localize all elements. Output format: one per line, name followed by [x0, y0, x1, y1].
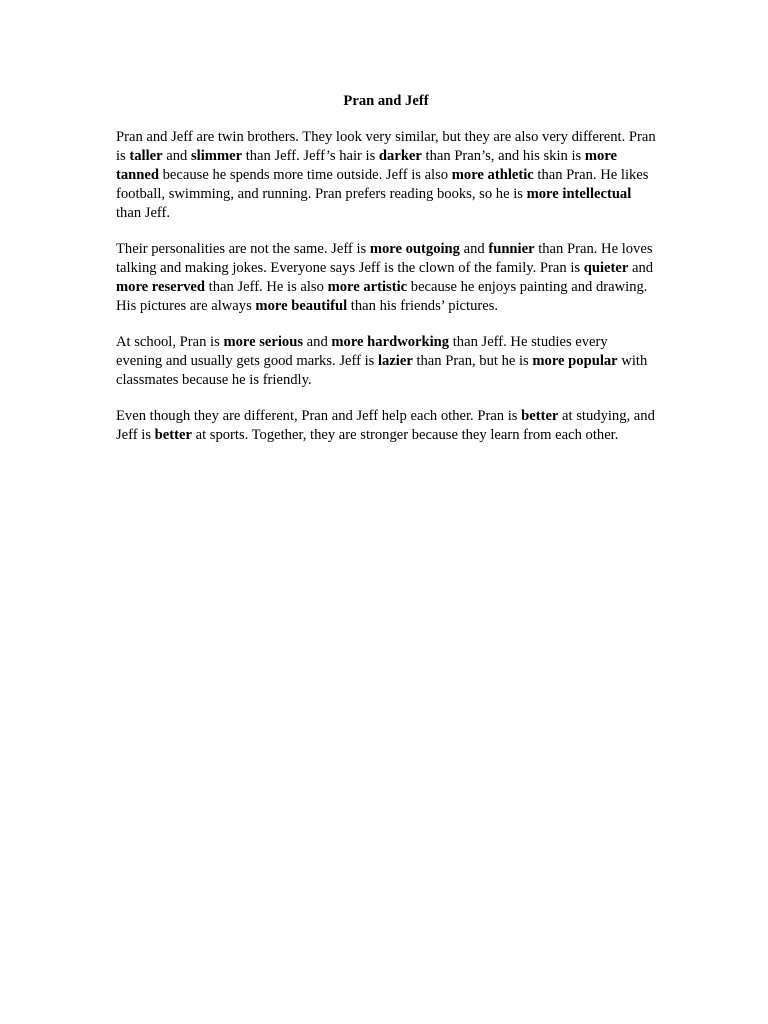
- bold-phrase: more serious: [223, 334, 304, 350]
- text-run: than Jeff. He is also: [205, 279, 328, 295]
- bold-phrase: better: [154, 427, 192, 443]
- bold-phrase: quieter: [583, 260, 629, 276]
- bold-phrase: slimmer: [191, 148, 243, 164]
- text-run: than Jeff. Jeff’s hair is: [242, 148, 379, 164]
- bold-phrase: more tanned: [116, 148, 618, 183]
- text-run: At school, Pran is: [116, 334, 224, 350]
- text-run: than Pran’s, and his skin is: [421, 148, 585, 164]
- document-body: [116, 128, 656, 445]
- bold-phrase: lazier: [377, 353, 413, 369]
- bold-phrase: more reserved: [116, 279, 206, 295]
- paragraph: [116, 128, 656, 223]
- bold-phrase: more athletic: [451, 167, 534, 183]
- bold-phrase: more outgoing: [369, 241, 460, 257]
- paragraph: [116, 407, 656, 445]
- text-run: with classmates because he is friendly.: [116, 353, 648, 388]
- bold-phrase: more popular: [532, 353, 618, 369]
- text-run: because he spends more time outside. Jeff is also: [158, 167, 452, 183]
- text-run: and: [628, 260, 654, 276]
- bold-phrase: darker: [378, 148, 422, 164]
- text-run: than his friends’ pictures.: [347, 298, 499, 314]
- paragraph: [116, 240, 656, 316]
- text-run: Even though they are different, Pran and Jeff help each other. Pran is: [116, 408, 522, 424]
- bold-phrase: better: [521, 408, 559, 424]
- text-run: at sports. Together, they are stronger because they learn from each other.: [191, 427, 619, 443]
- bold-phrase: taller: [129, 148, 163, 164]
- text-run: than Jeff. He studies every evening and usually gets good marks. Jeff is: [116, 334, 608, 369]
- paragraph: [116, 333, 656, 390]
- text-run: and: [162, 148, 191, 164]
- bold-phrase: more hardworking: [331, 334, 450, 350]
- text-run: than Pran. He loves talking and making jokes. Everyone says Jeff is the clown of the family. Pran is: [116, 241, 653, 276]
- document-title: Pran and Jeff: [343, 93, 429, 109]
- bold-phrase: more intellectual: [526, 186, 632, 202]
- text-run: Pran and Jeff are twin brothers. They look very similar, but they are also very different. Pran is: [116, 129, 656, 164]
- bold-phrase: more artistic: [327, 279, 408, 295]
- text-run: than Pran, but he is: [412, 353, 533, 369]
- text-run: than Pran. He likes football, swimming, and running. Pran prefers reading books, so he is: [116, 167, 649, 202]
- text-run: Their personalities are not the same. Jeff is: [116, 241, 370, 257]
- text-run: because he enjoys painting and drawing. His pictures are always: [116, 279, 648, 314]
- text-run: than Jeff.: [116, 205, 171, 221]
- bold-phrase: more beautiful: [255, 298, 348, 314]
- text-run: and: [303, 334, 332, 350]
- document-page: [116, 92, 656, 462]
- text-run: at studying, and Jeff is: [116, 408, 655, 443]
- text-run: and: [459, 241, 489, 257]
- bold-phrase: funnier: [488, 241, 535, 257]
